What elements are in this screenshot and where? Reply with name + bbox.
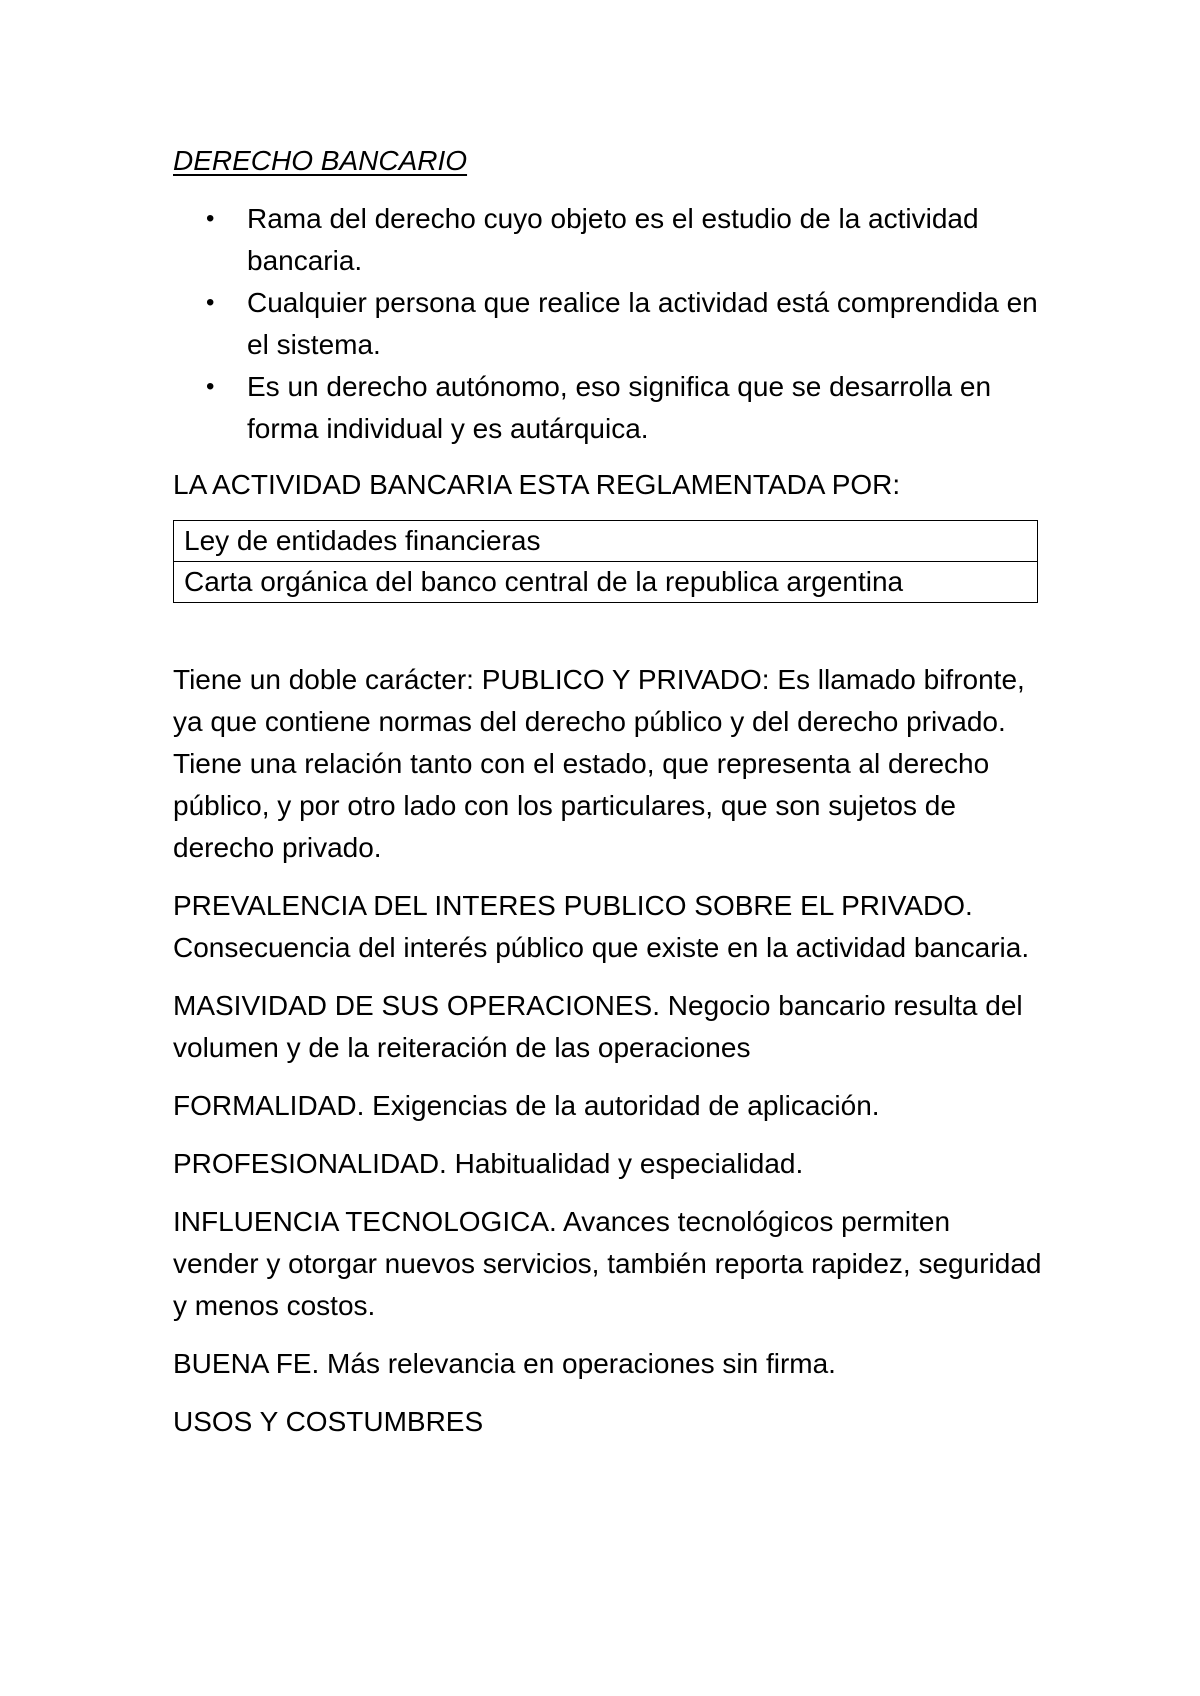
document-title: DERECHO BANCARIO <box>173 145 468 176</box>
bullet-text: Cualquier persona que realice la actividad está comprendida en el sistema. <box>247 287 1038 360</box>
bullet-icon: • <box>206 205 215 232</box>
table-cell: Carta orgánica del banco central de la republica argentina <box>174 562 1038 603</box>
bullet-item <box>173 366 1043 450</box>
bullet-icon: • <box>206 373 215 400</box>
regulation-heading: LA ACTIVIDAD BANCARIA ESTA REGLAMENTADA POR: <box>173 469 901 500</box>
bullet-icon: • <box>206 289 215 316</box>
bullet-text: Es un derecho autónomo, eso significa que se desarrolla en forma individual y es autárquica. <box>247 371 992 444</box>
table-row <box>174 521 1038 562</box>
bullet-item <box>173 198 1043 282</box>
bullet-text: Rama del derecho cuyo objeto es el estudio de la actividad bancaria. <box>247 203 979 276</box>
paragraph-public-interest: PREVALENCIA DEL INTERES PUBLICO SOBRE EL PRIVADO. Consecuencia del interés público que existe en la actividad bancaria. <box>173 890 1030 963</box>
paragraph-formality: FORMALIDAD. Exigencias de la autoridad de aplicación. <box>173 1090 880 1121</box>
table-cell: Ley de entidades financieras <box>174 521 1038 562</box>
bullet-list <box>173 198 1043 450</box>
paragraph-good-faith: BUENA FE. Más relevancia en operaciones sin firma. <box>173 1348 836 1379</box>
paragraph-professionalism: PROFESIONALIDAD. Habitualidad y especialidad. <box>173 1148 804 1179</box>
paragraph-dual-character: Tiene un doble carácter: PUBLICO Y PRIVADO: Es llamado bifronte, ya que contiene normas del derecho público y del derecho privado. Tiene una relación tanto con el estado, que representa al derecho público, y por otro lado con los particulares, que son sujetos de derecho privado. <box>173 664 1025 863</box>
bullet-item <box>173 282 1043 366</box>
table-row <box>174 562 1038 603</box>
document-page <box>173 140 1043 1459</box>
regulation-table <box>173 520 1038 603</box>
paragraph-customs: USOS Y COSTUMBRES <box>173 1406 484 1437</box>
paragraph-technology: INFLUENCIA TECNOLOGICA. Avances tecnológicos permiten vender y otorgar nuevos servicios, también reporta rapidez, seguridad y menos costos. <box>173 1206 1042 1321</box>
paragraph-mass-operations: MASIVIDAD DE SUS OPERACIONES. Negocio bancario resulta del volumen y de la reiteración de las operaciones <box>173 990 1023 1063</box>
